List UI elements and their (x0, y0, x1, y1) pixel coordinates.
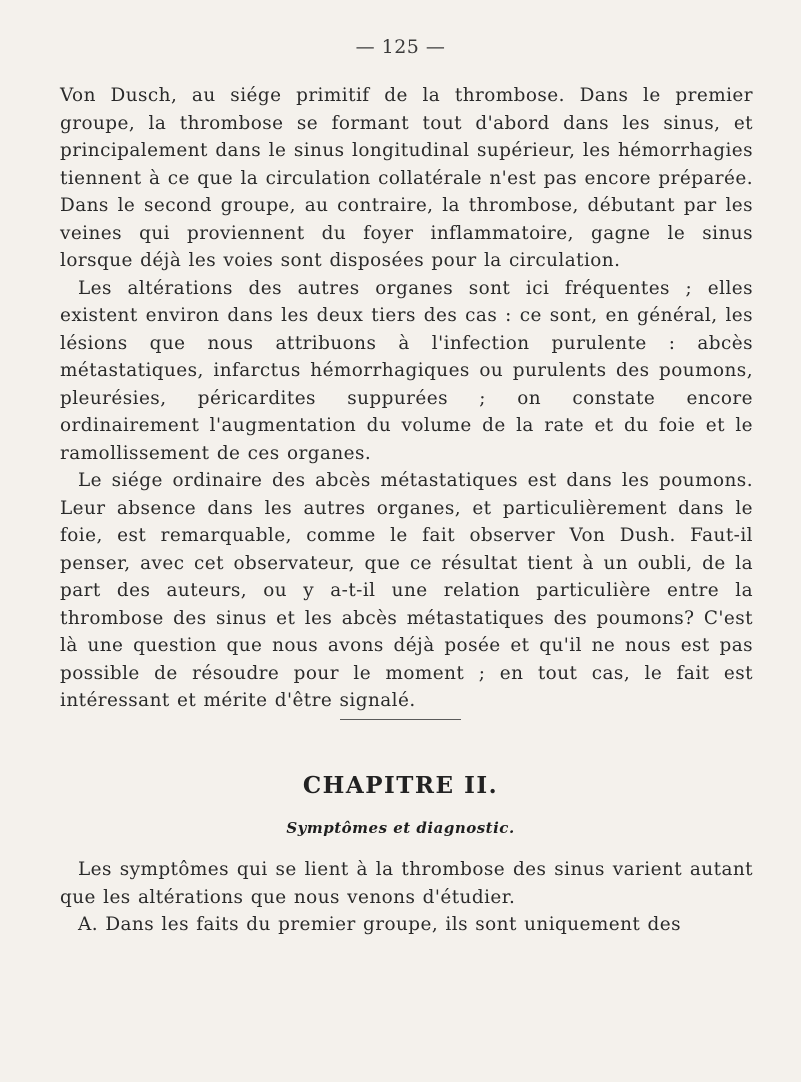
paragraph: Les symptômes qui se lient à la thrombose des sinus varient autant que les altérations que nous venons d'étudier. (60, 859, 753, 908)
paragraph: Le siége ordinaire des abcès métastatiques est dans les poumons. Leur absence dans les autres organes, et particulièrement dans le foie, est remarquable, comme le fait observer Von Dush. Faut-il penser, avec cet observateur, que ce résultat tient à un oubli, de la part des auteurs, ou y a-t-il une relation particulière entre la thrombose des sinus et les abcès métastatiques des poumons? C'est là une question que nous avons déjà posée et qu'il ne nous est pas possible de résoudre pour le moment ; en tout cas, le fait est intéressant et mérite d'être signalé. (60, 470, 753, 711)
body-text-bottom (60, 856, 753, 939)
paragraph: A. Dans les faits du premier groupe, ils sont uniquement des (78, 914, 681, 935)
chapter-title: CHAPITRE II. (302, 772, 499, 799)
paragraph: Von Dusch, au siége primitif de la thrombose. Dans le premier groupe, la thrombose se formant tout d'abord dans les sinus, et principalement dans le sinus longitudinal supérieur, les hémorrhagies tiennent à ce que la circulation collatérale n'est pas encore préparée. Dans le second groupe, au contraire, la thrombose, débutant par les veines qui proviennent du foyer inflammatoire, gagne le sinus lorsque déjà les voies sont disposées pour la circulation. (60, 85, 753, 271)
section-title: Symptômes et diagnostic. (286, 819, 515, 837)
body-text-top (60, 82, 753, 715)
paragraph: Les altérations des autres organes sont ici fréquentes ; elles existent environ dans les deux tiers des cas : ce sont, en général, les lésions que nous attribuons à l'infection purulente : abcès métastatiques, infarctus hémorrhagiques ou purulents des poumons, pleurésies, péricardites suppurées ; on constate encore ordinairement l'augmentation du volume de la rate et du foie et le ramollissement de ces organes. (60, 277, 753, 464)
page-number: — 125 — (355, 36, 446, 58)
section-divider (340, 719, 461, 720)
